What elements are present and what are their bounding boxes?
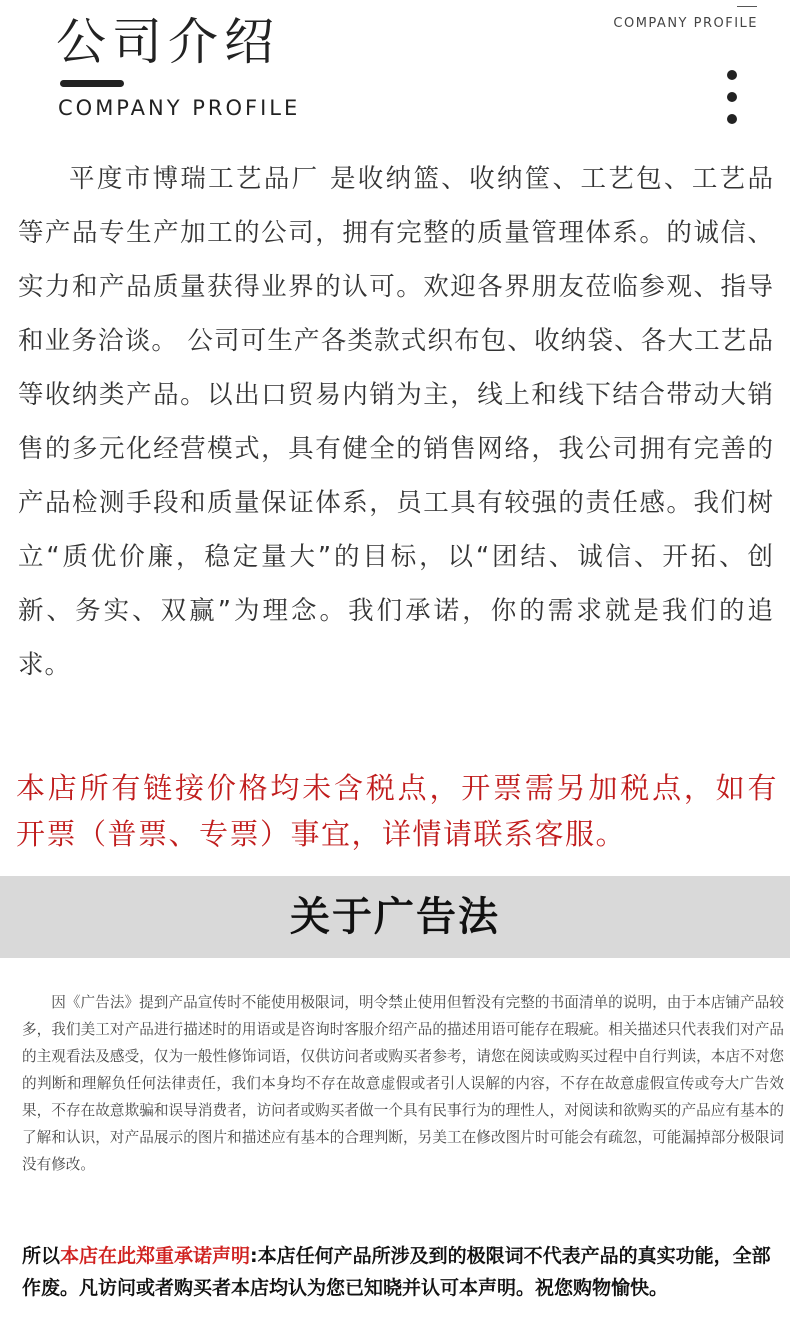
top-right-label: COMPANY PROFILE — [613, 16, 758, 31]
page-title: 公司介绍 — [56, 13, 280, 71]
dot-icon — [727, 114, 737, 124]
ad-law-body: 因《广告法》提到产品宣传时不能使用极限词，明令禁止使用但暂没有完整的书面清单的说明，由于本店铺产品较多，我们美工对产品进行描述时的用语或是咨询时客服介绍产品的描述用语可能存在瑕疵。相关描述只代表我们对产品的主观看法及感受，仅为一般性修饰词语，仅供访问者或购买者参考，请您在阅读或购买过程中自行判读，本店不对您的判断和理解负任何法律责任，我们本身均不存在故意虚假或者引人误解的内容，不存在故意虚假宣传或夸大广告效果，不存在故意欺骗和误导消费者，访问者或购买者做一个具有民事行为的理性人，对阅读和欲购买的产品应有基本的了解和认识，对产品展示的图片和描述应有基本的合理判断，另美工在修改图片时可能会有疏忽，可能漏掉部分极限词没有修改。 — [22, 994, 784, 1173]
page-subtitle: COMPANY PROFILE — [58, 96, 301, 120]
company-intro-text: 平度市博瑞工艺品厂 是收纳篮、收纳筐、工艺包、工艺品 等产品专生产加工的公司，拥有完整的质量管理体系。的诚信、实力和产品质量获得业界的认可。欢迎各界朋友莅临参观、指导和业务洽谈。 公司可生产各类款式织布包、收纳袋、各大工艺品等收纳类产品。以出口贸易内销为主，线上和线下结合带动大销售的多元化经营模式，具有健全的销售网络，我公司拥有完善的产品检测手段和质量保证体系，员工具有较强的责任感。我们树立“质优价廉，稳定量大”的目标，以“团结、诚信、开拓、创新、务实、双赢”为理念。我们承诺，你的需求就是我们的追求。 — [18, 164, 774, 680]
ad-law-banner — [0, 876, 790, 958]
dot-icon — [727, 92, 737, 102]
header — [0, 0, 790, 140]
declaration-statement — [22, 1240, 782, 1304]
statement-highlight: 本店在此郑重承诺声明 — [60, 1245, 251, 1267]
dot-icon — [727, 70, 737, 80]
title-underline-bar — [60, 80, 124, 87]
ad-law-title: 关于广告法 — [290, 894, 500, 940]
tax-notice-text: 本店所有链接价格均未含税点，开票需另加税点，如有开票（普票、专票）事宜，详情请联系客服。 — [16, 771, 778, 851]
statement-rest: :本店任何产品所涉及到的极限词不代表产品的真实功能，全部作废。凡访问或者购买者本店均认为您已知晓并认可本声明。祝您购物愉快。 — [22, 1245, 771, 1299]
top-divider-line — [737, 6, 757, 7]
statement-prefix: 所以 — [22, 1245, 61, 1267]
more-vertical-icon[interactable] — [722, 70, 742, 124]
